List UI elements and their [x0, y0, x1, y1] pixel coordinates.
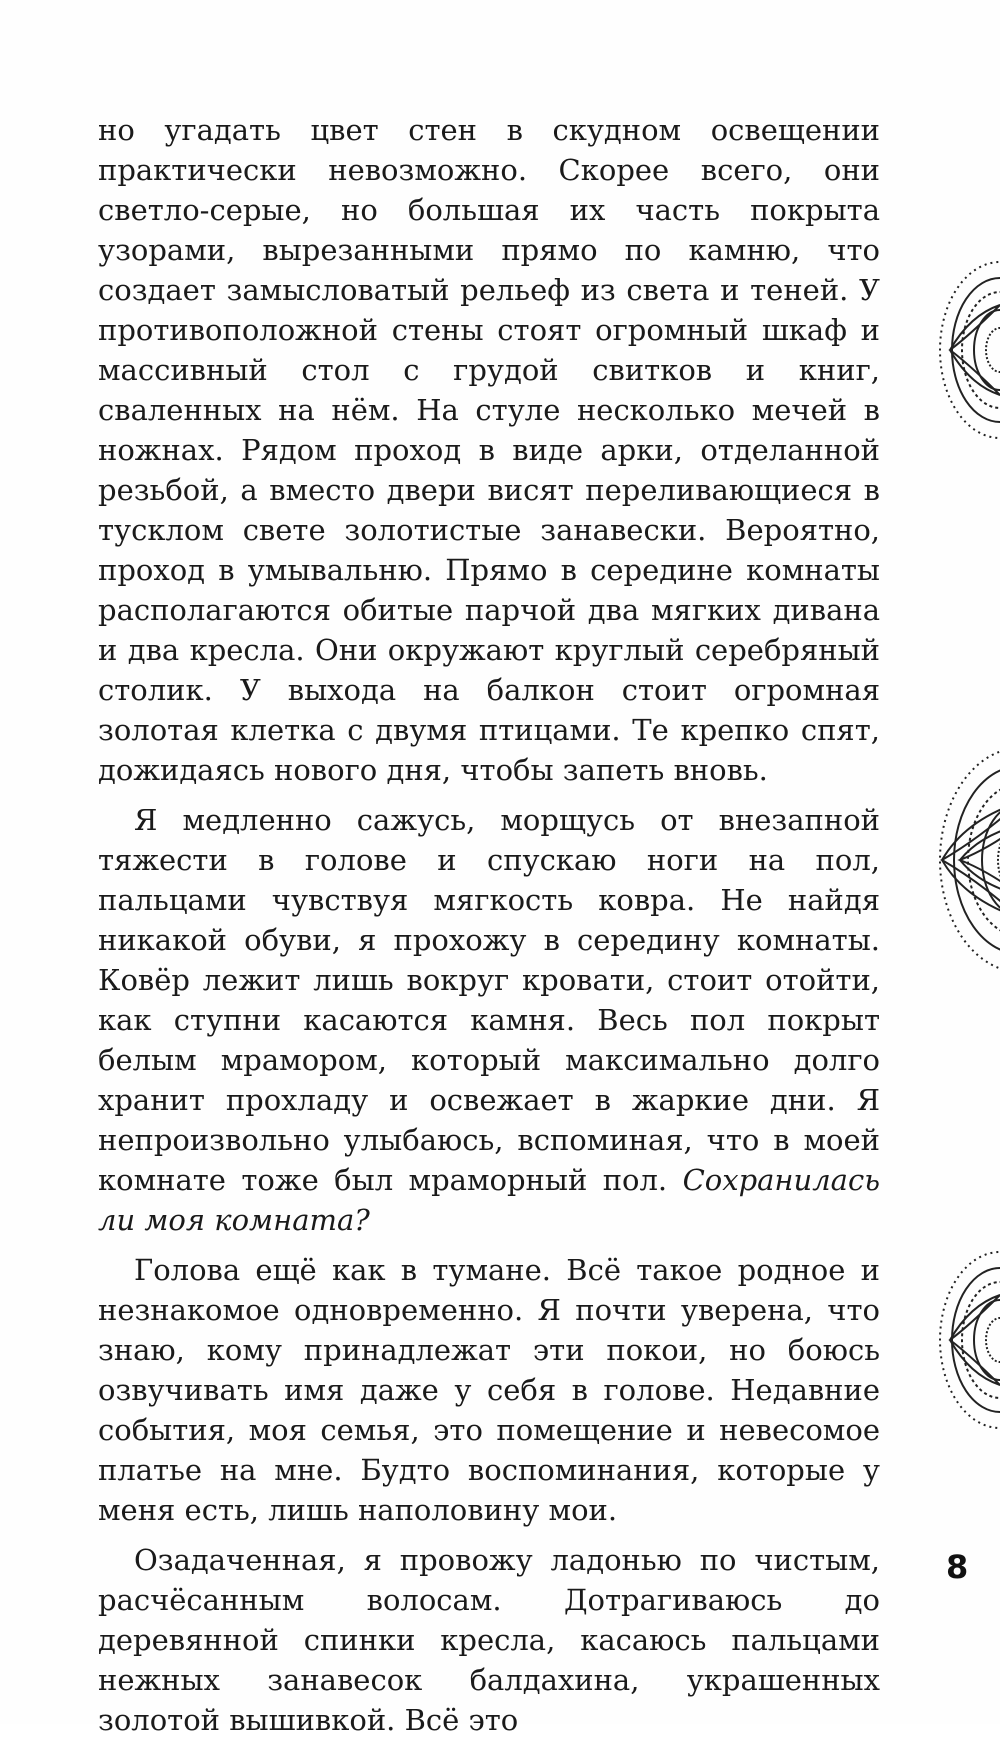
- page-number: 8: [946, 1548, 969, 1586]
- paragraph-3-text: Голова ещё как в тумане. Всё такое родное и незнакомое одновременно. Я почти уверена, что знаю, кому принадлежат эти покои, но боюсь озвучивать имя даже у себя в голове. Недавние события, моя семья, это помещение и невесомое платье на мне. Будто воспоминания, которые у меня есть, лишь наполовину мои.: [98, 1253, 880, 1527]
- paragraph-4-text: Озадаченная, я провожу ладонью по чистым, расчёсанным волосам. Дотрагиваюсь до деревянной спинки кресла, касаюсь пальцами нежных занавесок балдахина, украшенных золотой вышивкой. Всё это: [98, 1543, 880, 1737]
- mandala-ornament-icon: [910, 740, 1000, 980]
- mandala-ornament-icon: [910, 1245, 1000, 1435]
- paragraph-3: [98, 1250, 880, 1530]
- paragraph-4: [98, 1540, 880, 1740]
- paragraph-2-text: Я медленно сажусь, морщусь от внезапной тяжести в голове и спускаю ноги на пол, пальцами чувствуя мягкость ковра. Не найдя никакой обуви, я прохожу в середину комнаты. Ковёр лежит лишь вокруг кровати, стоит отойти, как ступни касаются камня. Весь пол покрыт белым мрамором, который максимально долго хранит прохладу и освежает в жаркие дни. Я непроизвольно улыбаюсь, вспоминая, что в моей комнате тоже был мраморный пол.: [98, 803, 880, 1197]
- paragraph-2: [98, 800, 880, 1240]
- paragraph-2-italic: Сохранилась ли моя комната?: [98, 1163, 880, 1237]
- paragraph-1: [98, 110, 880, 790]
- paragraph-1-text: но угадать цвет стен в скудном освещении практически невозможно. Скорее всего, они светло-серые, но большая их часть покрыта узорами, вырезанными прямо по камню, что создает замысловатый рельеф из света и теней. У противоположной стены стоят огромный шкаф и массивный стол с грудой свитков и книг, сваленных на нём. На стуле несколько мечей в ножнах. Рядом проход в виде арки, отделанной резьбой, а вместо двери висят переливающиеся в тусклом свете золотистые занавески. Вероятно, проход в умывальню. Прямо в середине комнаты располагаются обитые парчой два мягких дивана и два кресла. Они окружают круглый серебряный столик. У выхода на балкон стоит огромная золотая клетка с двумя птицами. Те крепко спят, дожидаясь нового дня, чтобы запеть вновь.: [98, 113, 880, 787]
- body-text: [98, 110, 880, 1750]
- mandala-ornament-icon: [910, 255, 1000, 445]
